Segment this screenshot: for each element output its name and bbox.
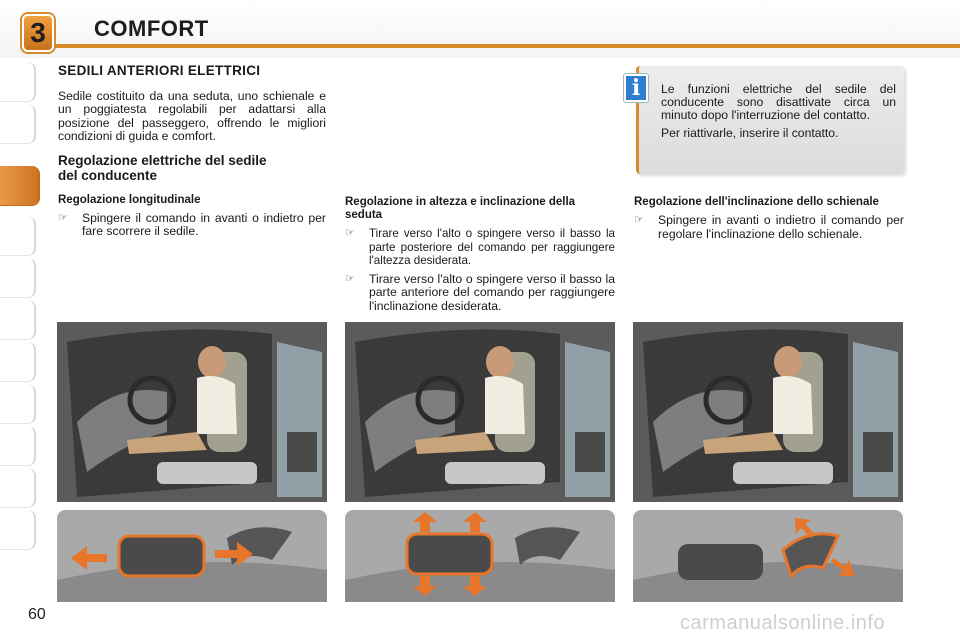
driver-seat-subheading: Regolazione elettriche del sedile del conducente: [58, 152, 267, 183]
bullet-text: Tirare verso l'alto o spingere verso il basso la parte anteriore del comando per raggiungere l'inclinazione desiderata.: [369, 271, 615, 313]
door-panel: [863, 432, 893, 472]
info-text-2: Per riattivarle, inserire il contatto.: [661, 126, 839, 140]
door-sill: [157, 462, 257, 484]
longitudinal-title: Regolazione longitudinale: [58, 193, 201, 206]
chapter-tab-rail: [0, 62, 42, 582]
driver-torso: [485, 376, 525, 434]
chapter-tab[interactable]: [0, 510, 36, 550]
height-tilt-title: Regolazione in altezza e inclinazione della seduta: [345, 196, 576, 221]
section-title: COMFORT: [94, 16, 209, 41]
seat-illustration-2: [345, 322, 615, 502]
chapter-tab-active[interactable]: [0, 166, 40, 206]
bullet-item: [345, 227, 615, 268]
seat-base-switch: [119, 536, 204, 576]
switch-backrest: [633, 510, 903, 602]
bullet-item: [634, 214, 904, 241]
window-view: [853, 342, 898, 497]
door-panel: [287, 432, 317, 472]
header-rule: [52, 44, 960, 48]
door-sill: [733, 462, 833, 484]
chapter-tab[interactable]: [0, 384, 36, 424]
chapter-tab[interactable]: [0, 216, 36, 256]
pointing-hand-icon: ☞: [634, 214, 644, 226]
door-panel: [575, 432, 605, 472]
middle-column: [345, 196, 615, 313]
intro-paragraph: Sedile costituito da una seduta, uno schienale e un poggiatesta regolabili per adattarsi alla posizione del passeggero, offrendo le migliori condizioni di guida e comfort.: [58, 88, 326, 143]
info-icon: i: [624, 74, 648, 102]
pointing-hand-icon: ☞: [58, 211, 68, 224]
chapter-tab[interactable]: [0, 468, 36, 508]
main-heading: SEDILI ANTERIORI ELETTRICI: [58, 63, 261, 78]
pointing-hand-icon: ☞: [345, 272, 355, 285]
bullet-item: [58, 212, 326, 239]
bullet-text: Tirare verso l'alto o spingere verso il basso la parte posteriore del comando per raggiungere l'altezza desiderata.: [369, 227, 615, 267]
switch-height-tilt: [345, 510, 615, 602]
driver-head: [486, 346, 514, 378]
driver-torso: [773, 376, 813, 434]
chapter-tab[interactable]: [0, 426, 36, 466]
backrest-title: Regolazione dell'inclinazione dello schienale: [634, 196, 879, 208]
info-box: [636, 66, 904, 174]
window-view: [565, 342, 610, 497]
right-column: [634, 196, 904, 241]
left-column: [58, 64, 326, 239]
seat-base-switch: [407, 534, 492, 574]
window-view: [277, 342, 322, 497]
driver-torso: [197, 376, 237, 434]
seat-base-switch: [678, 544, 763, 580]
chapter-tab[interactable]: [0, 104, 36, 144]
driver-head: [774, 346, 802, 378]
chapter-tab[interactable]: [0, 300, 36, 340]
chapter-tab[interactable]: [0, 342, 36, 382]
chapter-tab[interactable]: [0, 258, 36, 298]
bullet-text: Spingere il comando in avanti o indietro per fare scorrere il sedile.: [82, 210, 326, 238]
switch-longitudinal: [57, 510, 327, 602]
door-sill: [445, 462, 545, 484]
seat-illustration-3: [633, 322, 903, 502]
seat-illustration-1: [57, 322, 327, 502]
chapter-badge: 3: [22, 14, 54, 52]
watermark: carmanualsonline.info: [680, 612, 886, 634]
bullet-item: [345, 273, 615, 314]
driver-head: [198, 346, 226, 378]
bullet-text: Spingere in avanti o indietro il comando per regolare l'inclinazione dello schienale.: [658, 213, 904, 241]
info-text-1: Le funzioni elettriche del sedile del conducente sono disattivate circa un minuto dopo l'interruzione del contatto.: [661, 82, 896, 122]
pointing-hand-icon: ☞: [345, 227, 355, 239]
page-number: 60: [28, 606, 46, 623]
chapter-tab[interactable]: [0, 62, 36, 102]
